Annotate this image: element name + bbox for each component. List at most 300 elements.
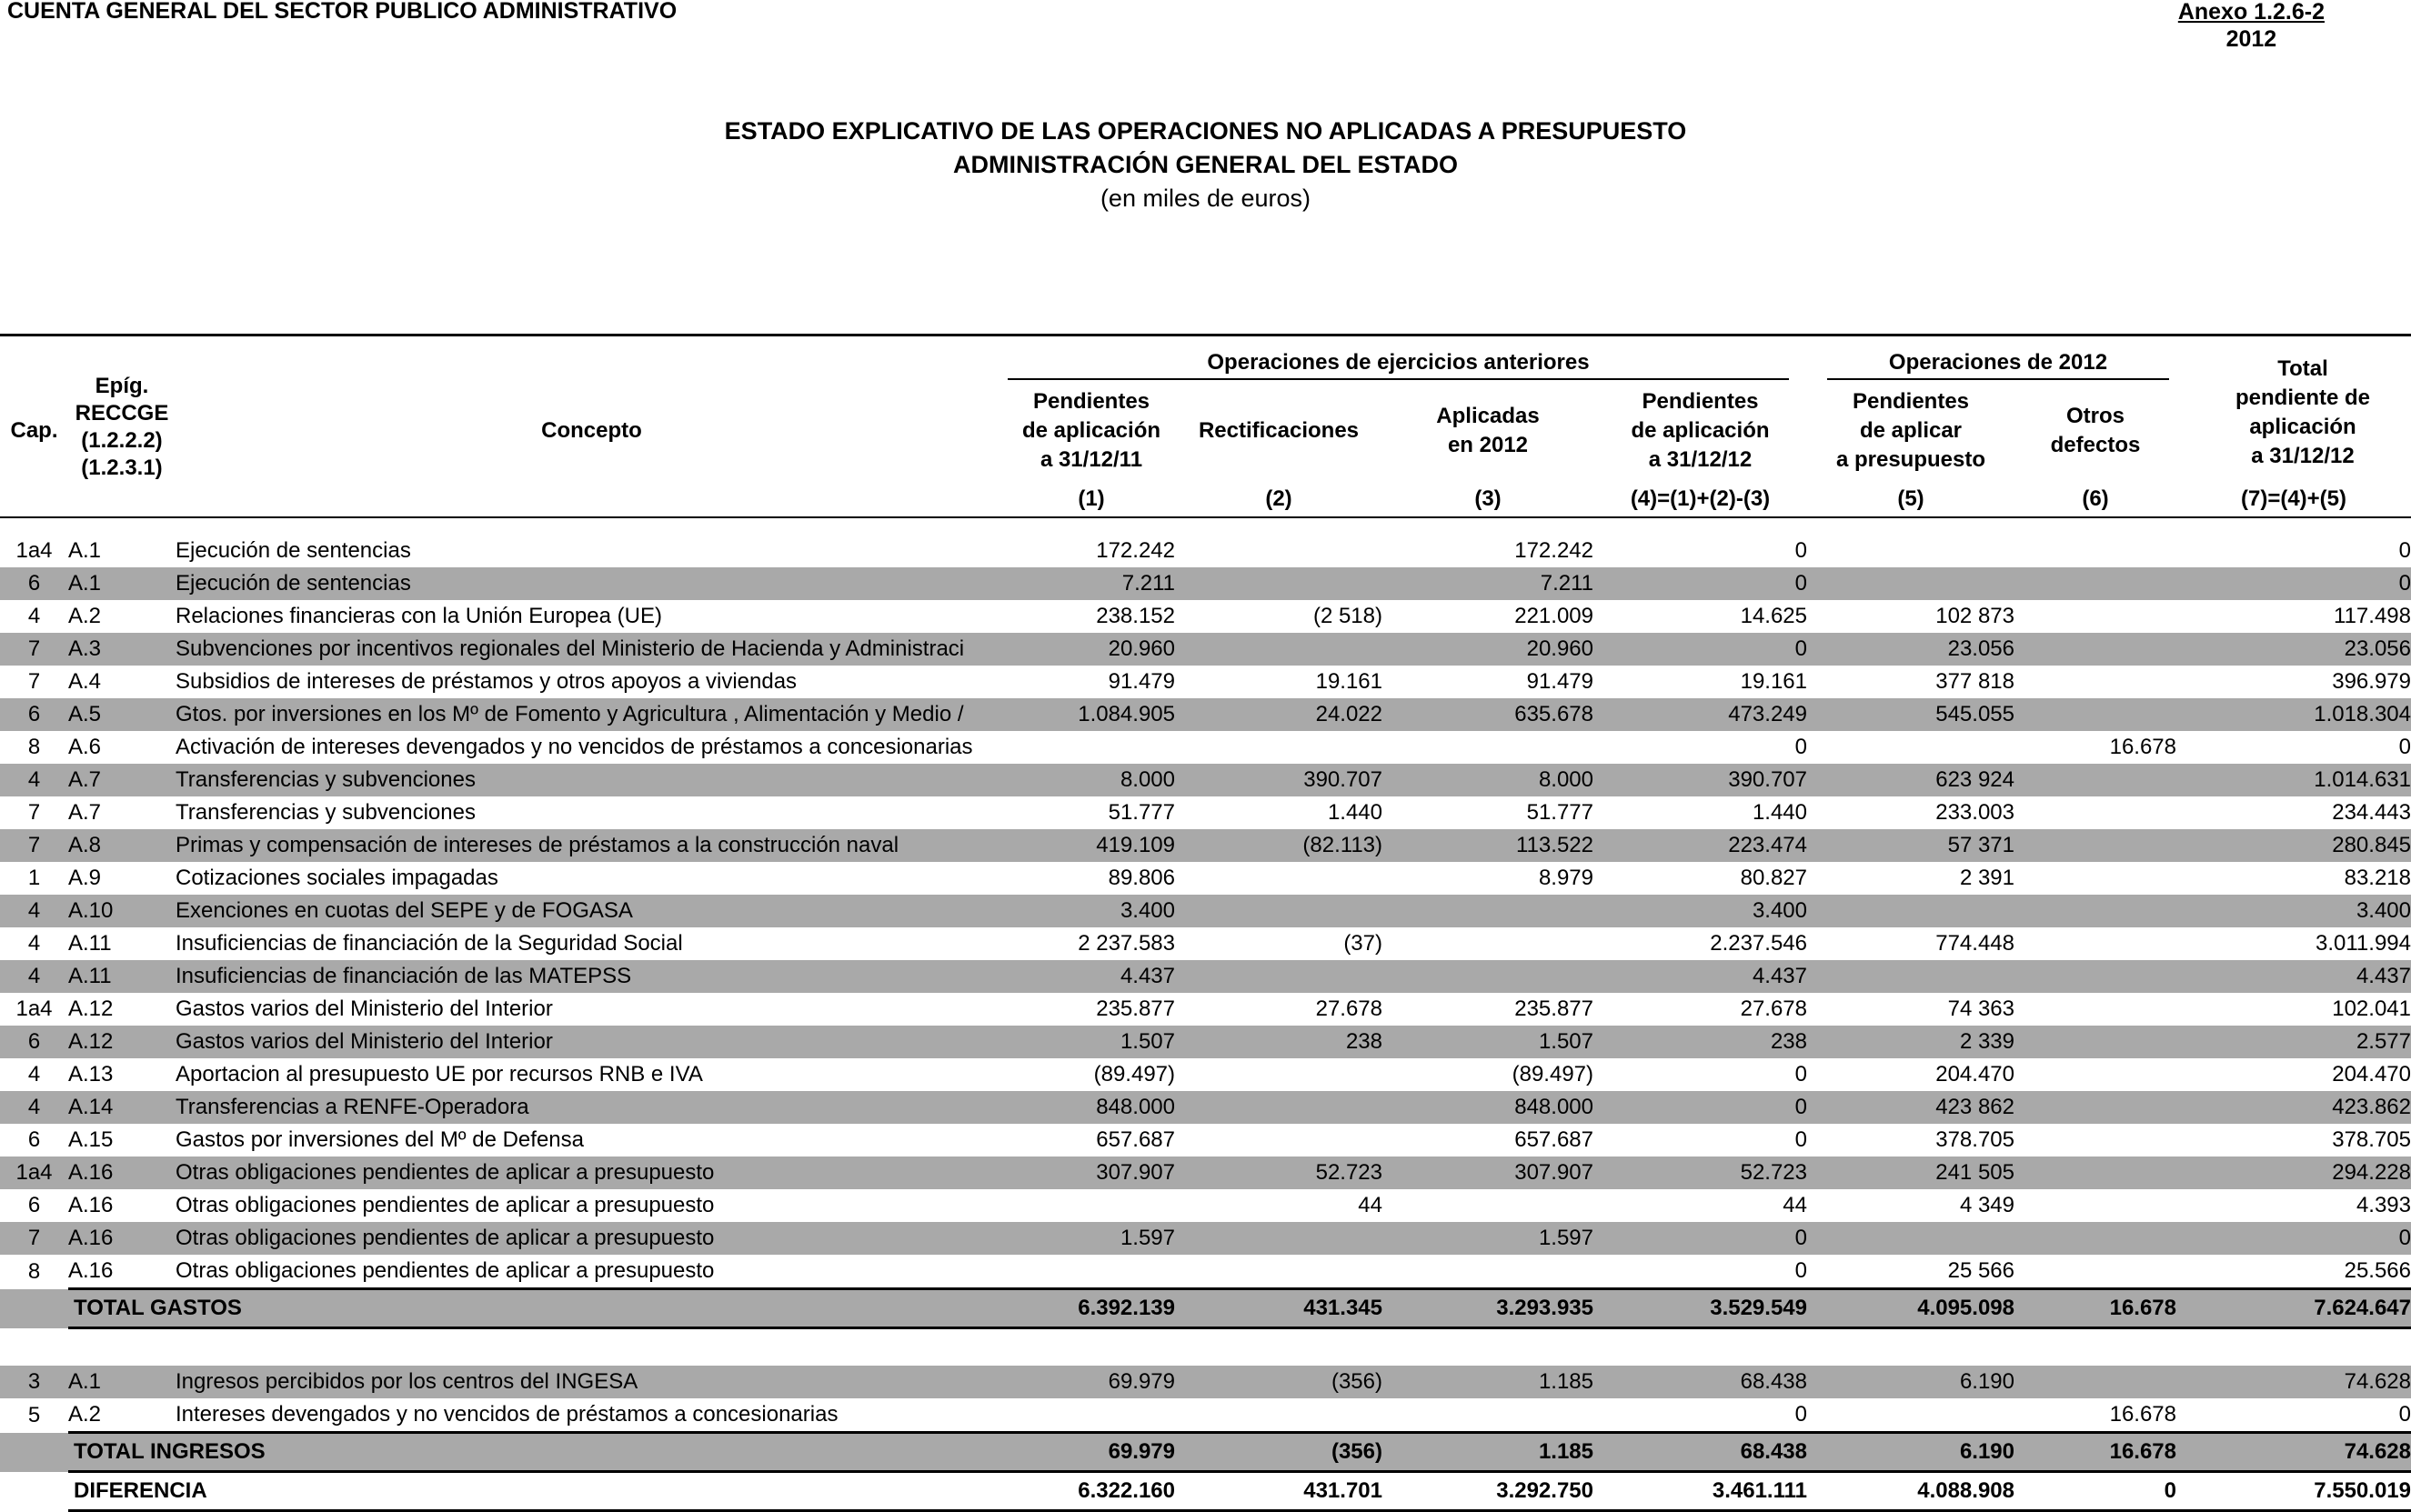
cap-cell: 8: [27, 1258, 41, 1284]
total-ingresos-row-value-7: 74.628: [2176, 1433, 2411, 1472]
cap-cell: 4: [27, 604, 41, 628]
value-cell-6: [2014, 1026, 2176, 1058]
diferencia-row-value-5: 4.088.908: [1807, 1472, 2014, 1511]
value-cell-5: 6.190: [1807, 1366, 2014, 1398]
table-row: [0, 895, 2411, 927]
value-cell-2: [1175, 535, 1382, 567]
value-cell-6: [2014, 829, 2176, 862]
col3-header-line: en 2012: [1447, 433, 1529, 457]
cap-cell: 4: [0, 895, 68, 927]
epig-cell: A.7: [68, 764, 176, 796]
column-number-row: [0, 482, 2411, 517]
value-cell-2: [1175, 1058, 1382, 1091]
concepto-cell: Exenciones en cuotas del SEPE y de FOGASA: [176, 895, 1008, 927]
epig-cell: A.12: [68, 996, 114, 1021]
table-row: [0, 796, 2411, 829]
col2-header-line: Rectificaciones: [1198, 418, 1360, 443]
value-cell-7: 102.041: [2332, 996, 2411, 1021]
epig-cell: A.2: [68, 604, 102, 628]
value-cell-4: 238: [1593, 1026, 1807, 1058]
table-row: [0, 1091, 2411, 1124]
concepto-cell: Gastos varios del Ministerio del Interior: [176, 996, 553, 1021]
concepto-cell: Ingresos percibidos por los centros del INGESA: [176, 1366, 1008, 1398]
table-row: [0, 1366, 2411, 1398]
value-cell-3: 7.211: [1382, 567, 1593, 600]
col-cap-header: Cap.: [10, 418, 58, 443]
value-cell-5: [1807, 1222, 2014, 1255]
value-cell-5: 241 505: [1807, 1157, 2014, 1189]
value-cell-7: 423.862: [2176, 1091, 2411, 1124]
cap-cell: 4: [27, 931, 41, 956]
table-row: [0, 993, 2411, 1026]
value-cell-1: 172.242: [1096, 538, 1175, 563]
value-cell-3: 8.979: [1538, 866, 1593, 890]
col7-header-line: pendiente de: [2235, 386, 2371, 410]
col3-header: [1382, 380, 1593, 482]
value-cell-2: [1175, 567, 1382, 600]
epig-header-line: RECCGE: [75, 401, 169, 426]
cap-cell: 7: [27, 800, 41, 825]
value-cell-1: 1.084.905: [1008, 698, 1175, 731]
value-cell-3: [1382, 1255, 1593, 1289]
concepto-cell: Otras obligaciones pendientes de aplicar a presupuesto: [176, 1222, 1008, 1255]
epig-cell: A.15: [68, 1127, 114, 1152]
epig-cell: A.7: [68, 800, 102, 825]
value-cell-5: 2 391: [1959, 866, 2014, 890]
table-row: [0, 1026, 2411, 1058]
diferencia-row-value-3: 3.292.750: [1382, 1472, 1593, 1511]
value-cell-3: [1382, 960, 1593, 993]
table-row: [0, 829, 2411, 862]
value-cell-5: 4 349: [1959, 1193, 2014, 1217]
value-cell-3: (89.497): [1512, 1062, 1593, 1086]
value-cell-7: 4.437: [2176, 960, 2411, 993]
total-ingresos-row-value-2: (356): [1175, 1433, 1382, 1472]
value-cell-1: 51.777: [1108, 800, 1175, 825]
epig-cell: A.10: [68, 895, 176, 927]
concepto-cell: Transferencias a RENFE-Operadora: [176, 1091, 1008, 1124]
value-cell-6: [2014, 862, 2176, 895]
epig-cell: A.3: [68, 633, 176, 666]
value-cell-7: 280.845: [2176, 829, 2411, 862]
col7-header: [2176, 344, 2411, 482]
value-cell-3: [1382, 895, 1593, 927]
value-cell-4: 0: [1794, 1258, 1807, 1283]
epig-header-line: (1.2.2.2): [81, 428, 163, 453]
total-ingresos-row: [0, 1433, 2411, 1472]
col5-header-line: de aplicar: [1859, 418, 1963, 443]
value-cell-2: [1175, 731, 1382, 764]
cap-cell: 4: [0, 764, 68, 796]
cap-cell: 6: [0, 698, 68, 731]
value-cell-4: 4.437: [1593, 960, 1807, 993]
value-cell-6: [2014, 1189, 2176, 1222]
value-cell-6: [2014, 1157, 2176, 1189]
value-cell-4: 0: [1593, 1091, 1807, 1124]
col2-header: [1175, 380, 1382, 482]
value-cell-5: [1807, 567, 2014, 600]
value-cell-2: (2 518): [1312, 604, 1382, 628]
cap-cell: 6: [0, 1026, 68, 1058]
total-gastos-row-label: TOTAL GASTOS: [68, 1289, 1008, 1328]
value-cell-1: 8.000: [1008, 764, 1175, 796]
value-cell-3: 657.687: [1514, 1127, 1593, 1152]
value-cell-5: 204.470: [1935, 1062, 2014, 1086]
group-2012-label: Operaciones de 2012: [1827, 347, 2169, 380]
column-number-3: (3): [1382, 482, 1593, 517]
table-row: [0, 862, 2411, 895]
value-cell-3: 51.777: [1526, 800, 1593, 825]
diferencia-row: [0, 1472, 2411, 1511]
value-cell-1: 7.211: [1008, 567, 1175, 600]
value-cell-7: 3.400: [2176, 895, 2411, 927]
value-cell-3: 8.000: [1382, 764, 1593, 796]
concepto-cell: Otras obligaciones pendientes de aplicar a presupuesto: [176, 1157, 1008, 1189]
value-cell-6: [2014, 796, 2176, 829]
value-cell-6: [2014, 600, 2176, 633]
value-cell-4: 0: [1794, 1127, 1807, 1152]
total-ingresos-row-label: TOTAL INGRESOS: [68, 1433, 1008, 1472]
value-cell-3: [1382, 1398, 1593, 1433]
value-cell-3: [1382, 927, 1593, 960]
value-cell-2: (82.113): [1175, 829, 1382, 862]
cap-cell: 8: [27, 735, 41, 759]
value-cell-3: 1.597: [1382, 1222, 1593, 1255]
concepto-cell: Intereses devengados y no vencidos de préstamos a concesionarias: [176, 1402, 839, 1427]
epig-cell: A.16: [68, 1258, 114, 1283]
concepto-cell: Transferencias y subvenciones: [176, 764, 1008, 796]
col7-header-line: Total: [2277, 356, 2328, 381]
value-cell-2: [1175, 1222, 1382, 1255]
value-cell-7: 0: [2398, 735, 2411, 759]
value-cell-7: 23.056: [2176, 633, 2411, 666]
value-cell-4: 80.827: [1740, 866, 1807, 890]
diferencia-row-value-6: 0: [2014, 1472, 2176, 1511]
diferencia-row-value-2: 431.701: [1175, 1472, 1382, 1511]
epig-cell: A.5: [68, 698, 176, 731]
value-cell-1: 89.806: [1108, 866, 1175, 890]
table-row: [0, 1222, 2411, 1255]
epig-cell: A.9: [68, 866, 102, 890]
value-cell-3: 20.960: [1382, 633, 1593, 666]
total-gastos-row: [0, 1289, 2411, 1328]
concepto-cell: Gastos por inversiones del Mº de Defensa: [176, 1127, 584, 1152]
group-2012: [1807, 344, 2176, 380]
value-cell-1: 419.109: [1008, 829, 1175, 862]
epig-cell: A.4: [68, 669, 102, 694]
value-cell-2: 238: [1175, 1026, 1382, 1058]
concepto-cell: Insuficiencias de financiación de las MATEPSS: [176, 960, 1008, 993]
concepto-cell: Gastos varios del Ministerio del Interior: [176, 1026, 1008, 1058]
value-cell-5: 102 873: [1935, 604, 2014, 628]
concepto-cell: Ejecución de sentencias: [176, 538, 411, 563]
value-cell-6: [2014, 666, 2176, 698]
col5-header-line: a presupuesto: [1835, 447, 1986, 472]
value-cell-7: 0: [2398, 1402, 2411, 1427]
value-cell-4: 44: [1783, 1193, 1807, 1217]
value-cell-2: [1175, 633, 1382, 666]
table-row: [0, 535, 2411, 567]
total-ingresos-row-value-6: 16.678: [2014, 1433, 2176, 1472]
value-cell-5: 2 339: [1807, 1026, 2014, 1058]
total-gastos-row-value-2: 431.345: [1175, 1289, 1382, 1328]
units-note: (en miles de euros): [1100, 185, 1311, 212]
annex-label: Anexo 1.2.6-2: [2177, 0, 2325, 25]
value-cell-2: [1175, 960, 1382, 993]
total-gastos-row-value-3: 3.293.935: [1382, 1289, 1593, 1328]
epig-cell: A.16: [68, 1157, 176, 1189]
value-cell-6: 16.678: [2109, 735, 2176, 759]
value-cell-4: 390.707: [1593, 764, 1807, 796]
table-row: [0, 731, 2411, 764]
value-cell-2: [1175, 1124, 1382, 1157]
concepto-cell: Relaciones financieras con la Unión Europea (UE): [176, 604, 662, 628]
table-row: [0, 1058, 2411, 1091]
value-cell-2: [1175, 1398, 1382, 1433]
value-cell-7: 4.393: [2356, 1193, 2411, 1217]
value-cell-3: 635.678: [1382, 698, 1593, 731]
value-cell-1: 235.877: [1096, 996, 1175, 1021]
value-cell-1: [1008, 1189, 1175, 1222]
concepto-cell: Insuficiencias de financiación de la Seguridad Social: [176, 931, 683, 956]
value-cell-5: [1807, 535, 2014, 567]
value-cell-1: 2 237.583: [1078, 931, 1175, 956]
value-cell-6: [2014, 698, 2176, 731]
value-cell-4: 14.625: [1740, 604, 1807, 628]
value-cell-6: [2014, 1366, 2176, 1398]
table-row: [0, 633, 2411, 666]
value-cell-7: 74.628: [2176, 1366, 2411, 1398]
value-cell-2: 27.678: [1315, 996, 1382, 1021]
value-cell-4: 223.474: [1593, 829, 1807, 862]
value-cell-2: 52.723: [1175, 1157, 1382, 1189]
value-cell-7: 294.228: [2176, 1157, 2411, 1189]
col7-header-line: aplicación: [2249, 415, 2356, 439]
table-row: [0, 1398, 2411, 1433]
value-cell-4: 3.400: [1593, 895, 1807, 927]
value-cell-6: [2014, 1222, 2176, 1255]
value-cell-4: 0: [1794, 1062, 1807, 1086]
value-cell-6: [2014, 1255, 2176, 1289]
value-cell-4: 473.249: [1593, 698, 1807, 731]
value-cell-3: 848.000: [1382, 1091, 1593, 1124]
value-cell-6: [2014, 960, 2176, 993]
annex-block: [2178, 0, 2325, 53]
value-cell-2: 24.022: [1175, 698, 1382, 731]
col1-header-line: a 31/12/11: [1040, 447, 1143, 472]
epig-cell: A.16: [68, 1193, 114, 1217]
cap-cell: 1a4: [15, 538, 53, 563]
total-ingresos-row-value-1: 69.979: [1008, 1433, 1175, 1472]
column-number-6: (6): [2014, 482, 2176, 517]
group-prev-years-label: Operaciones de ejercicios anteriores: [1008, 347, 1789, 380]
value-cell-4: 0: [1593, 567, 1807, 600]
value-cell-6: [2014, 567, 2176, 600]
epig-cell: A.1: [68, 1366, 176, 1398]
col4-header-line: de aplicación: [1631, 418, 1770, 443]
value-cell-3: 1.185: [1382, 1366, 1593, 1398]
value-cell-1: 4.437: [1008, 960, 1175, 993]
value-cell-5: 74 363: [1947, 996, 2014, 1021]
value-cell-7: 378.705: [2332, 1127, 2411, 1152]
value-cell-6: [2014, 764, 2176, 796]
concepto-cell: Activación de intereses devengados y no vencidos de préstamos a concesionarias: [176, 735, 973, 759]
value-cell-2: [1175, 1255, 1382, 1289]
epig-header-line: (1.2.3.1): [81, 456, 163, 480]
value-cell-2: [1175, 1091, 1382, 1124]
cap-cell: 6: [0, 567, 68, 600]
group-prev-years: [1008, 344, 1807, 380]
total-gastos-row-value-1: 6.392.139: [1008, 1289, 1175, 1328]
table-row: [0, 927, 2411, 960]
col6-header-line: defectos: [2050, 433, 2141, 457]
epig-cell: A.12: [68, 1026, 176, 1058]
concepto-cell: Primas y compensación de intereses de préstamos a la construcción naval: [176, 829, 1008, 862]
annex-year: 2012: [2225, 26, 2277, 52]
value-cell-5: 623 924: [1807, 764, 2014, 796]
table-row: [0, 1189, 2411, 1222]
concepto-cell: Otras obligaciones pendientes de aplicar a presupuesto: [176, 1258, 715, 1283]
epig-cell: A.11: [68, 960, 176, 993]
column-number-1: (1): [1008, 482, 1175, 517]
total-ingresos-row-value-3: 1.185: [1382, 1433, 1593, 1472]
concepto-cell: Gtos. por inversiones en los Mº de Fomento y Agricultura , Alimentación y Medio /: [176, 698, 1008, 731]
table-row: [0, 1255, 2411, 1289]
concepto-cell: Cotizaciones sociales impagadas: [176, 866, 498, 890]
concepto-cell: Subvenciones por incentivos regionales del Ministerio de Hacienda y Administraci: [176, 633, 1008, 666]
value-cell-1: 657.687: [1096, 1127, 1175, 1152]
epig-cell: A.16: [68, 1222, 176, 1255]
document-subtitle: ADMINISTRACIÓN GENERAL DEL ESTADO: [952, 151, 1459, 178]
value-cell-6: [2014, 1058, 2176, 1091]
value-cell-2: [1175, 862, 1382, 895]
value-cell-7: 204.470: [2332, 1062, 2411, 1086]
value-cell-5: 378.705: [1935, 1127, 2014, 1152]
value-cell-5: 57 371: [1807, 829, 2014, 862]
col6-header: [2014, 380, 2176, 482]
col-epig-header: [68, 344, 176, 482]
cap-cell: 4: [0, 960, 68, 993]
value-cell-4: 0: [1794, 1402, 1807, 1427]
col3-header-line: Aplicadas: [1436, 404, 1540, 428]
value-cell-6: [2014, 535, 2176, 567]
total-ingresos-row-value-5: 6.190: [1807, 1433, 2014, 1472]
concepto-cell: Otras obligaciones pendientes de aplicar a presupuesto: [176, 1193, 715, 1217]
epig-cell: A.14: [68, 1091, 176, 1124]
epig-header-line: Epíg.: [95, 374, 149, 398]
value-cell-4: 0: [1794, 538, 1807, 563]
diferencia-row-value-7: 7.550.019: [2176, 1472, 2411, 1511]
concepto-cell: Subsidios de intereses de préstamos y otros apoyos a viviendas: [176, 669, 798, 694]
value-cell-5: 25 566: [1947, 1258, 2014, 1283]
value-cell-5: 233.003: [1935, 800, 2014, 825]
col4-header-line: Pendientes: [1642, 389, 1759, 414]
value-cell-7: 396.979: [2332, 669, 2411, 694]
total-gastos-row-value-4: 3.529.549: [1593, 1289, 1807, 1328]
cap-cell: 6: [27, 1127, 41, 1152]
cap-cell: 7: [0, 1222, 68, 1255]
value-cell-7: 117.498: [2334, 604, 2411, 628]
col6-header-line: Otros: [2065, 404, 2125, 428]
value-cell-5: 377 818: [1935, 669, 2014, 694]
value-cell-4: 0: [1794, 735, 1807, 759]
value-cell-1: 91.479: [1108, 669, 1175, 694]
value-cell-4: 27.678: [1740, 996, 1807, 1021]
table-row: [0, 960, 2411, 993]
column-number-2: (2): [1175, 482, 1382, 517]
diferencia-row-label: DIFERENCIA: [68, 1472, 1008, 1511]
value-cell-3: 1.507: [1382, 1026, 1593, 1058]
epig-cell: A.1: [68, 538, 102, 563]
value-cell-1: 1.597: [1008, 1222, 1175, 1255]
value-cell-6: [2014, 895, 2176, 927]
value-cell-1: 69.979: [1008, 1366, 1175, 1398]
value-cell-6: [2014, 1124, 2176, 1157]
value-cell-7: 0: [2176, 1222, 2411, 1255]
value-cell-1: (89.497): [1093, 1062, 1175, 1086]
value-cell-1: 307.907: [1008, 1157, 1175, 1189]
col4-header-line: a 31/12/12: [1648, 447, 1753, 472]
value-cell-7: 1.018.304: [2176, 698, 2411, 731]
col5-header: [1807, 380, 2014, 482]
concepto-cell: Ejecución de sentencias: [176, 567, 1008, 600]
total-gastos-row-value-7: 7.624.647: [2176, 1289, 2411, 1328]
value-cell-5: [1807, 960, 2014, 993]
col4-header: [1593, 380, 1807, 482]
col7-header-line: a 31/12/12: [2251, 444, 2355, 468]
column-number-5: (5): [1807, 482, 2014, 517]
value-cell-3: 235.877: [1514, 996, 1593, 1021]
value-cell-1: [1008, 1398, 1175, 1433]
total-gastos-row-value-6: 16.678: [2014, 1289, 2176, 1328]
column-number-4: (4)=(1)+(2)-(3): [1593, 482, 1807, 517]
value-cell-3: [1382, 1189, 1593, 1222]
operations-table: [0, 334, 2411, 1512]
total-ingresos-row-value-4: 68.438: [1593, 1433, 1807, 1472]
value-cell-1: 1.507: [1008, 1026, 1175, 1058]
value-cell-1: 20.960: [1008, 633, 1175, 666]
epig-cell: A.13: [68, 1062, 114, 1086]
col1-header-line: Pendientes: [1032, 389, 1150, 414]
value-cell-6: [2014, 633, 2176, 666]
value-cell-4: 2.237.546: [1710, 931, 1807, 956]
value-cell-4: 68.438: [1593, 1366, 1807, 1398]
value-cell-3: 307.907: [1382, 1157, 1593, 1189]
concepto-cell: Transferencias y subvenciones: [176, 800, 476, 825]
value-cell-2: 390.707: [1175, 764, 1382, 796]
value-cell-6: [2014, 927, 2176, 960]
col-concepto-header: Concepto: [541, 418, 642, 443]
cap-cell: 7: [0, 633, 68, 666]
value-cell-1: [1008, 731, 1175, 764]
value-cell-3: 113.522: [1382, 829, 1593, 862]
value-cell-7: 1.014.631: [2176, 764, 2411, 796]
cap-cell: 6: [27, 1193, 41, 1217]
value-cell-3: [1382, 731, 1593, 764]
column-number-7: (7)=(4)+(5): [2176, 482, 2411, 517]
value-cell-4: 0: [1593, 1222, 1807, 1255]
value-cell-6: 16.678: [2109, 1402, 2176, 1427]
value-cell-4: 0: [1593, 633, 1807, 666]
total-gastos-row-value-5: 4.095.098: [1807, 1289, 2014, 1328]
epig-cell: A.2: [68, 1402, 102, 1427]
epig-cell: A.1: [68, 567, 176, 600]
value-cell-7: 234.443: [2332, 800, 2411, 825]
value-cell-5: 423 862: [1807, 1091, 2014, 1124]
value-cell-2: 44: [1358, 1193, 1382, 1217]
value-cell-3: 172.242: [1514, 538, 1593, 563]
report-header-title: CUENTA GENERAL DEL SECTOR PUBLICO ADMINISTRATIVO: [7, 0, 678, 24]
